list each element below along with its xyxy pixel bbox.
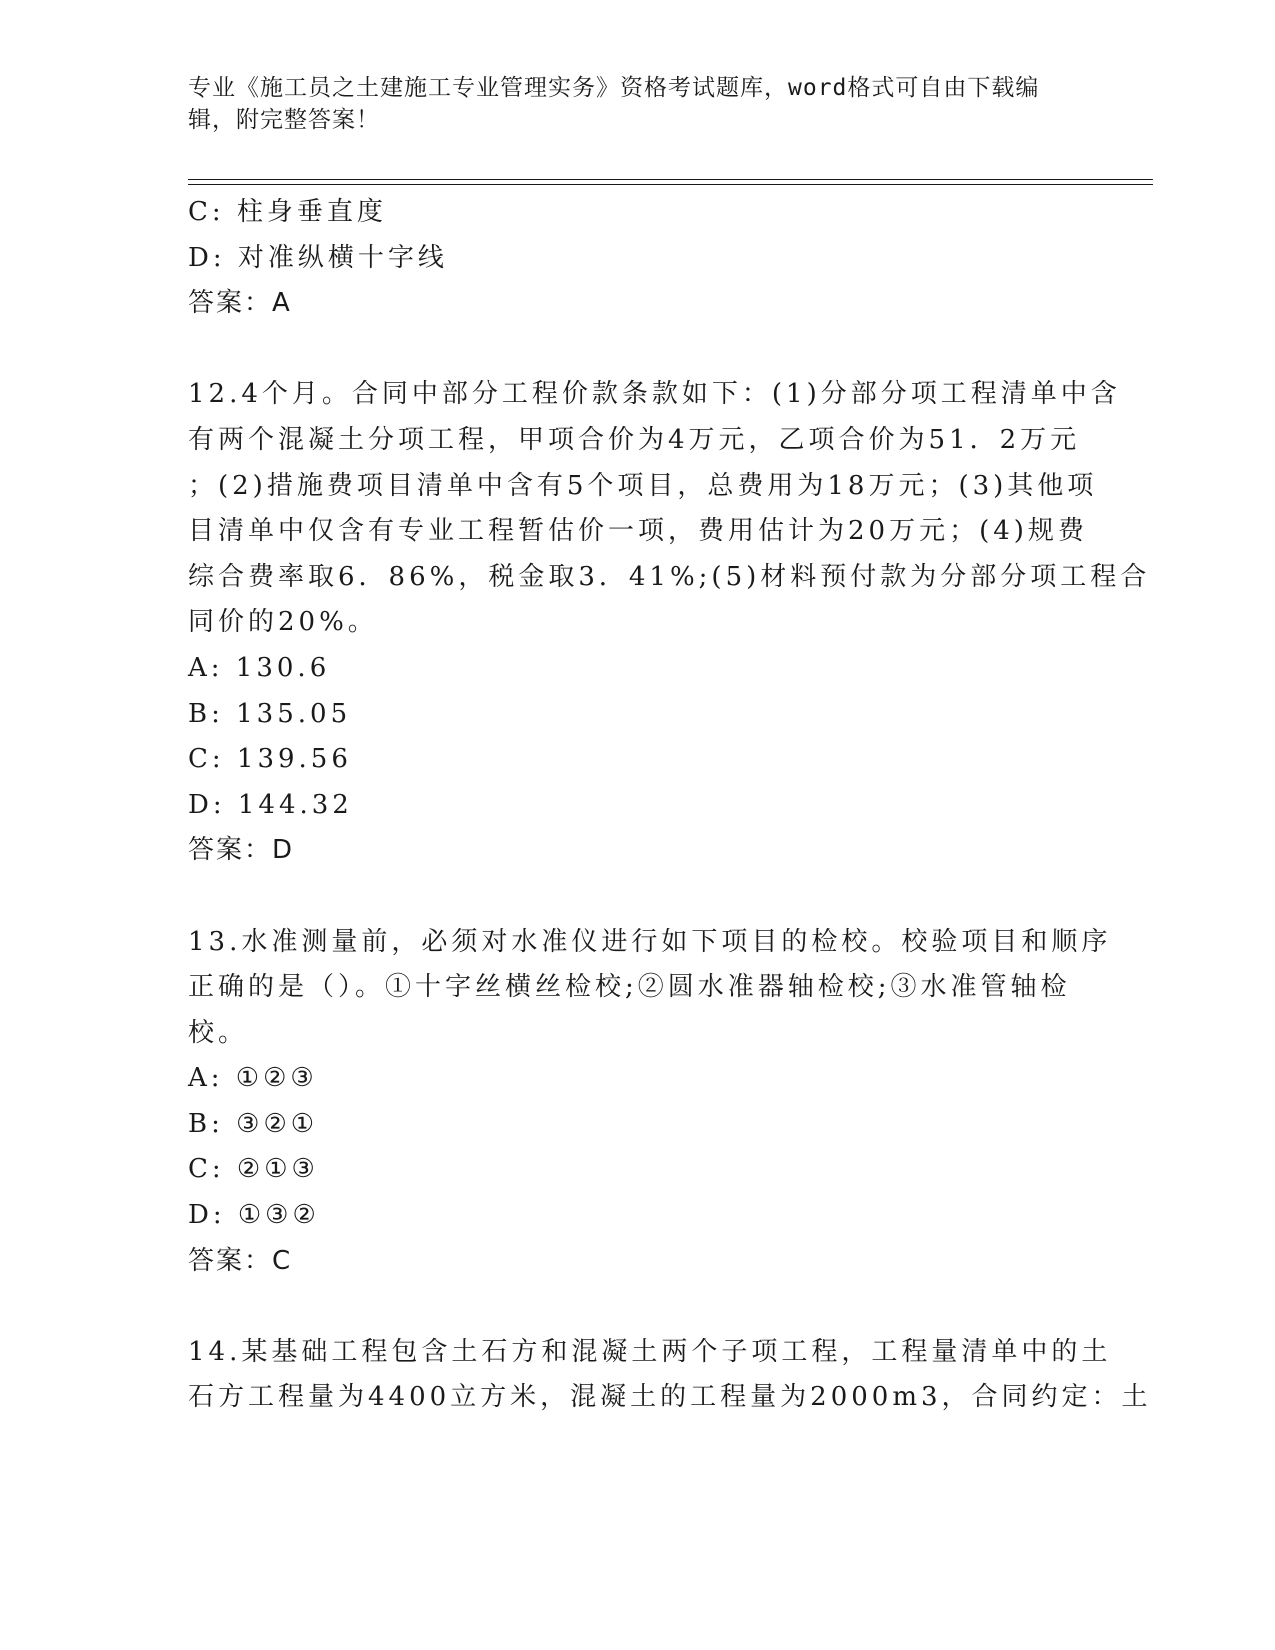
document-header	[188, 72, 1088, 136]
q12-stem-line: 综合费率取6．86%，税金取3．41%;(5)材料预付款为分部分项工程合	[188, 561, 1151, 592]
q12-answer: 答案：D	[188, 835, 295, 866]
q12-option-d: D: 144.32	[188, 789, 353, 820]
header-line-2: 辑，附完整答案！	[188, 107, 380, 133]
q13-option-d: D: ①③②	[188, 1200, 320, 1231]
spacer	[188, 1284, 1098, 1330]
q13-stem-line: 校。	[188, 1017, 249, 1048]
q12-stem-line: 12.4个月。合同中部分工程价款条款如下：(1)分部分项工程清单中含	[188, 379, 1121, 410]
q12-option-b: B: 135.05	[188, 698, 352, 729]
document-body	[188, 190, 1152, 1421]
q13-stem-line: 正确的是（）。①十字丝横丝检校;②圆水准器轴检校;③水准管轴检	[188, 972, 1071, 1003]
q12-option-c: C: 139.56	[188, 744, 352, 775]
header-line-1: 专业《施工员之土建施工专业管理实务》资格考试题库，word格式可自由下载编	[188, 75, 1040, 101]
q14-stem-line: 14.某基础工程包含土石方和混凝土两个子项工程，工程量清单中的土	[188, 1336, 1112, 1367]
spacer	[188, 874, 1098, 920]
q11-answer: 答案：A	[188, 288, 292, 319]
q12-option-a: A: 130.6	[188, 652, 331, 683]
q13-option-a: A: ①②③	[188, 1063, 318, 1094]
header-divider-bottom	[188, 184, 1153, 185]
header-divider-top	[188, 179, 1153, 180]
q13-stem-line: 13.水准测量前，必须对水准仪进行如下项目的检校。校验项目和顺序	[188, 926, 1112, 957]
q11-option-c: C: 柱身垂直度	[188, 197, 387, 227]
q14-stem-line: 石方工程量为4400立方米，混凝土的工程量为2000m3，合同约定：土	[188, 1382, 1152, 1413]
q12-stem-line: ；(2)措施费项目清单中含有5个项目，总费用为18万元；(3)其他项	[188, 470, 1098, 501]
q11-option-d: D: 对准纵横十字线	[188, 242, 448, 273]
q12-stem-line: 目清单中仅含有专业工程暂估价一项，费用估计为20万元；(4)规费	[188, 516, 1088, 547]
q13-option-c: C: ②①③	[188, 1154, 319, 1185]
q12-stem-line: 有两个混凝土分项工程，甲项合价为4万元，乙项合价为51．2万元	[188, 424, 1081, 455]
q13-option-b: B: ③②①	[188, 1108, 319, 1139]
q12-stem-line: 同价的20%。	[188, 607, 378, 638]
spacer	[188, 327, 1098, 373]
q13-answer: 答案：C	[188, 1245, 293, 1276]
